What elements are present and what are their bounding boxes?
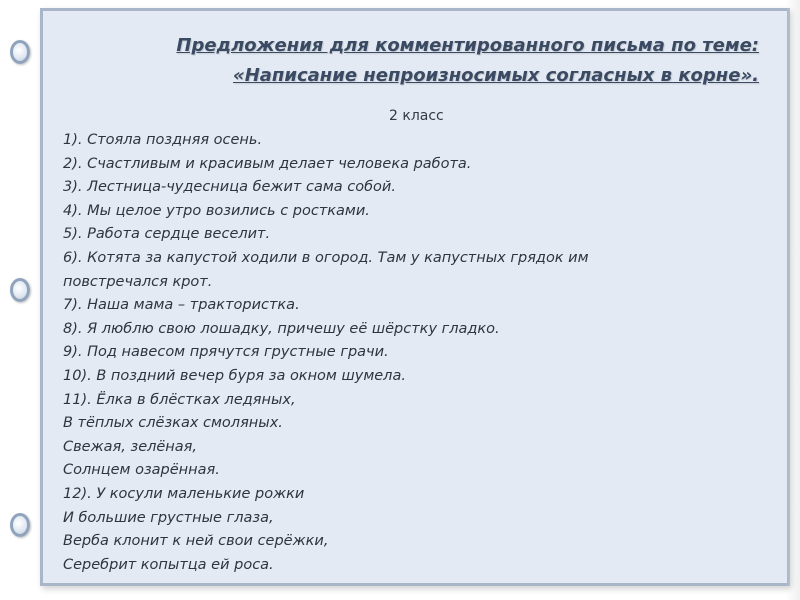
sentence-list xyxy=(63,129,783,577)
sentence-line: Солнцем озарённая. xyxy=(63,462,220,479)
sentence-line: 4). Мы целое утро возились с ростками. xyxy=(63,202,370,219)
sentence-line: Свежая, зелёная, xyxy=(63,438,197,455)
sentence-line: В тёплых слёзках смоляных. xyxy=(63,415,283,432)
sentence-line: 8). Я люблю свою лошадку, причешу её шёрстку гладко. xyxy=(63,320,500,337)
binder-ring-icon xyxy=(10,40,30,64)
sentence-line: 2). Счастливым и красивым делает человека работа. xyxy=(63,155,472,172)
binder-ring-icon xyxy=(10,513,30,537)
sentence-line: 1). Стояла поздняя осень. xyxy=(63,132,263,148)
sentence-line: 11). Ёлка в блёстках ледяных, xyxy=(63,391,296,408)
sentence-line: 7). Наша мама – трактористка. xyxy=(63,297,300,314)
sentence-line: 3). Лестница-чудесница бежит сама собой. xyxy=(63,179,396,196)
sentence-line: Серебрит копытца ей роса. xyxy=(63,556,274,573)
binder-ring-icon xyxy=(10,278,30,302)
page-edge-shadow xyxy=(786,0,800,600)
sentence-line: И большие грустные глаза, xyxy=(63,509,274,526)
sentence-line: 9). Под навесом прячутся грустные грачи. xyxy=(63,344,389,361)
title-line-1: Предложения для комментированного письма по теме: xyxy=(176,35,759,56)
sentence-line: 5). Работа сердце веселит. xyxy=(63,226,271,243)
grade-label: 2 класс xyxy=(389,108,444,124)
sentence-line: Верба клонит к ней свои серёжки, xyxy=(63,533,329,550)
sentence-line: 12). У косули маленькие рожки xyxy=(63,485,305,502)
sentence-line: повстречался крот. xyxy=(63,273,213,290)
sentence-line: 10). В поздний вечер буря за окном шумела. xyxy=(63,367,406,384)
sentence-line: 6). Котята за капустой ходили в огород. Там у капустных грядок им xyxy=(63,249,589,266)
slide-panel xyxy=(40,8,790,586)
title-line-2: «Написание непроизносимых согласных в корне». xyxy=(233,65,759,86)
